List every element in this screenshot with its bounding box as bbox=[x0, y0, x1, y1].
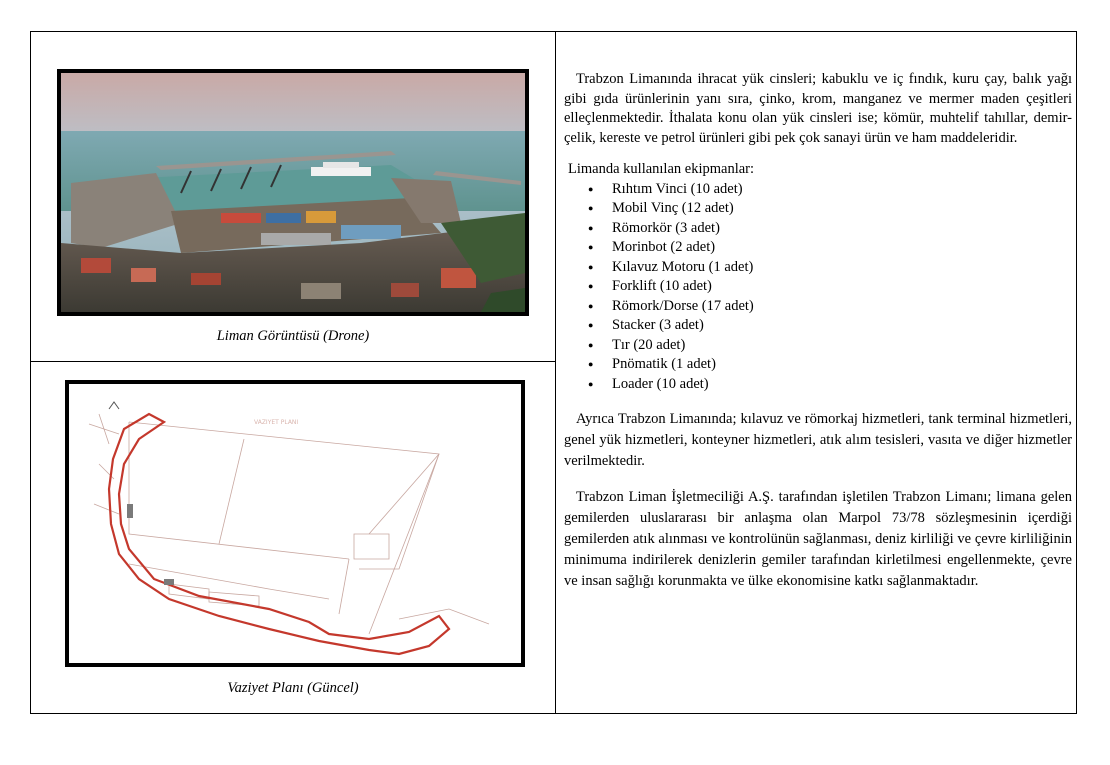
plan-caption: Vaziyet Planı (Güncel) bbox=[227, 680, 359, 696]
equipment-item: ● Rıhtım Vinci (10 adet) bbox=[612, 180, 1072, 200]
equipment-item: ● Pnömatik (1 adet) bbox=[612, 355, 1072, 375]
photo-caption: Liman Görüntüsü (Drone) bbox=[216, 328, 370, 344]
row-divider bbox=[31, 361, 555, 362]
port-aerial-image bbox=[61, 73, 525, 312]
exports-imports-paragraph: Trabzon Limanında ihracat yük cinsleri; kabuklu ve iç fındık, kuru çay, balık yağı gibi gıda ürünlerinin yanı sıra, çinko, krom, manganez ve mermer maden çeşitleri elleçlenmektedir. İthalata konu olan yük cinsleri ise; kömür, muhtelif tahıllar, demir-çelik, kereste ve petrol ürünleri gibi pek çok sanayi ürün ve ham maddeleridir. bbox=[564, 71, 1072, 146]
equipment-item: ● Stacker (3 adet) bbox=[612, 316, 1072, 336]
equipment-list bbox=[564, 180, 1072, 395]
column-divider bbox=[555, 32, 556, 713]
equipment-item: ● Forklift (10 adet) bbox=[612, 277, 1072, 297]
site-plan-image bbox=[69, 384, 521, 663]
port-drone-photo bbox=[57, 69, 529, 316]
plan-title-label: VAZIYET PLANI bbox=[254, 419, 299, 426]
equipment-heading: Limanda kullanılan ekipmanlar: bbox=[568, 161, 755, 177]
equipment-item: ● Tır (20 adet) bbox=[612, 336, 1072, 356]
environment-paragraph: Trabzon Liman İşletmeciliği A.Ş. tarafından işletilen Trabzon Limanı; limana gelen gemilerden uluslararası bir anlaşma olan Marpol 73/78 sözleşmesinin içerdiği gemilerden atık alınması ve kontrolünün sağlanması, deniz kirliliği ve çevre kirliliğinin minimuma indirilerek denizlerin gemiler tarafından kirletilmesi engellenmekte, çevre ve insan sağlığı korunmakta ve ülke ekonomisine katkı sağlanmaktadır. bbox=[564, 489, 1072, 589]
description-column bbox=[564, 70, 1072, 592]
equipment-item: ● Loader (10 adet) bbox=[612, 375, 1072, 395]
services-paragraph: Ayrıca Trabzon Limanında; kılavuz ve römorkaj hizmetleri, tank terminal hizmetleri, genel yük hizmetleri, konteyner hizmetleri, atık alım tesisleri, vasıta ve diğer hizmetler verilmektedir. bbox=[564, 411, 1072, 469]
equipment-item: ● Römorkör (3 adet) bbox=[612, 219, 1072, 239]
equipment-item: ● Mobil Vinç (12 adet) bbox=[612, 199, 1072, 219]
equipment-item: ● Römork/Dorse (17 adet) bbox=[612, 297, 1072, 317]
document-frame bbox=[30, 31, 1077, 714]
equipment-item: ● Kılavuz Motoru (1 adet) bbox=[612, 258, 1072, 278]
site-plan-drawing bbox=[65, 380, 525, 667]
equipment-item: ● Morinbot (2 adet) bbox=[612, 238, 1072, 258]
